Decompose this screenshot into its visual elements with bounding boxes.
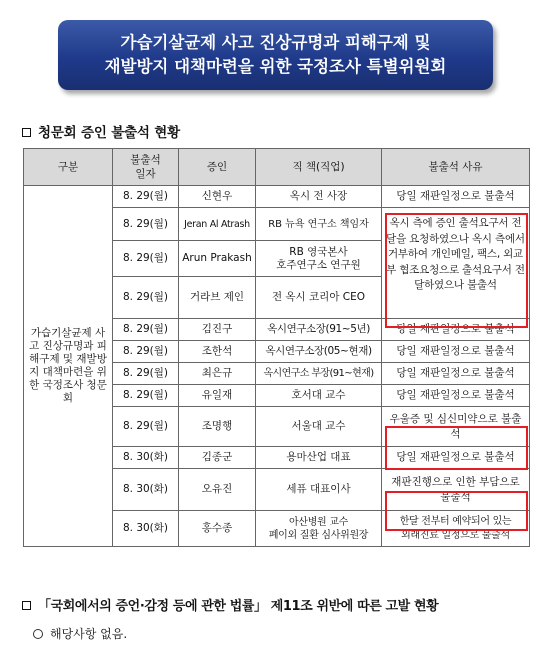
square-bullet-icon <box>22 128 31 137</box>
title-banner <box>58 20 493 90</box>
position-cell: RB 뉴욕 연구소 책임자 <box>256 208 382 241</box>
banner-line-2: 재발방지 대책마련을 위한 국정조사 특별위원회 <box>104 57 447 76</box>
reason-cell: 옥시 측에 증인 출석요구서 전달을 요청하였으나 옥시 측에서 거부하여 개인메일, 팩스, 외교부 협조요청으로 출석요구서 전달하였으나 불출석 <box>382 208 530 319</box>
position-cell: 전 옥시 코리아 CEO <box>256 277 382 319</box>
witness-cell: 신현우 <box>179 186 256 208</box>
position-cell: 세퓨 대표이사 <box>256 469 382 511</box>
reason-cell: 당일 재판일정으로 불출석 <box>382 319 530 341</box>
date-cell: 8. 29(월) <box>113 208 179 241</box>
circle-bullet-icon <box>33 629 43 639</box>
date-cell: 8. 29(월) <box>113 241 179 277</box>
group-cell: 가습기살균제 사고 진상규명과 피해구제 및 재발방지 대책마련을 위한 국정조사 청문회 <box>24 186 113 547</box>
date-cell: 8. 29(월) <box>113 277 179 319</box>
reason-cell: 당일 재판일정으로 불출석 <box>382 341 530 363</box>
reason-cell: 우울증 및 심신미약으로 불출석 <box>382 407 530 447</box>
position-cell: 서울대 교수 <box>256 407 382 447</box>
witness-cell: 조명행 <box>179 407 256 447</box>
position-cell: 옥시연구소 부장(91~현재) <box>256 363 382 385</box>
header-reason: 불출석 사유 <box>382 149 530 186</box>
header-date: 불출석 일자 <box>113 149 179 186</box>
header-position: 직 책(직업) <box>256 149 382 186</box>
section-2-heading <box>22 595 438 614</box>
witness-cell: 최은규 <box>179 363 256 385</box>
section-1-title: 청문회 증인 불출석 현황 <box>38 125 180 141</box>
date-cell: 8. 29(월) <box>113 319 179 341</box>
date-cell: 8. 29(월) <box>113 363 179 385</box>
date-cell: 8. 29(월) <box>113 186 179 208</box>
date-cell: 8. 29(월) <box>113 341 179 363</box>
position-cell: 옥시연구소장(05~현재) <box>256 341 382 363</box>
section-1-heading <box>22 121 180 141</box>
position-cell: 호서대 교수 <box>256 385 382 407</box>
note-line <box>33 625 127 642</box>
witness-cell: 김종군 <box>179 447 256 469</box>
header-witness: 증인 <box>179 149 256 186</box>
witness-cell: 홍수종 <box>179 511 256 547</box>
position-cell: RB 영국본사 호주연구소 연구원 <box>256 241 382 277</box>
witness-cell: Jeran Al Atrash <box>179 208 256 241</box>
reason-cell: 재판진행으로 인한 부담으로 불출석 <box>382 469 530 511</box>
date-cell: 8. 30(화) <box>113 511 179 547</box>
reason-cell: 당일 재판일정으로 불출석 <box>382 447 530 469</box>
witness-cell: 오유진 <box>179 469 256 511</box>
witness-cell: 조한석 <box>179 341 256 363</box>
reason-cell: 당일 재판일정으로 불출석 <box>382 363 530 385</box>
section-2-title: 「국회에서의 증언·감정 등에 관한 법률」 제11조 위반에 따른 고발 현황 <box>38 599 439 614</box>
date-cell: 8. 29(월) <box>113 407 179 447</box>
witness-cell: 거라브 제인 <box>179 277 256 319</box>
position-cell: 용마산업 대표 <box>256 447 382 469</box>
square-bullet-icon <box>22 601 31 610</box>
witness-cell: 김진구 <box>179 319 256 341</box>
witness-cell: 유일재 <box>179 385 256 407</box>
banner-line-1: 가습기살균제 사고 진상규명과 피해구제 및 <box>120 33 431 52</box>
reason-cell: 당일 재판일정으로 불출석 <box>382 186 530 208</box>
witness-cell: Arun Prakash <box>179 241 256 277</box>
position-cell: 아산병원 교수 폐이외 질환 심사위원장 <box>256 511 382 547</box>
reason-cell: 당일 재판일정으로 불출석 <box>382 385 530 407</box>
date-cell: 8. 30(화) <box>113 447 179 469</box>
absence-table <box>23 148 530 547</box>
note-text: 해당사항 없음. <box>50 627 128 641</box>
date-cell: 8. 29(월) <box>113 385 179 407</box>
table-header-row <box>24 149 530 186</box>
reason-cell: 한달 전부터 예약되어 있는 외래진료 일정으로 불출석 <box>382 511 530 547</box>
header-group: 구분 <box>24 149 113 186</box>
position-cell: 옥시연구소장(91~5년) <box>256 319 382 341</box>
date-cell: 8. 30(화) <box>113 469 179 511</box>
table-row <box>24 186 530 208</box>
position-cell: 옥시 전 사장 <box>256 186 382 208</box>
